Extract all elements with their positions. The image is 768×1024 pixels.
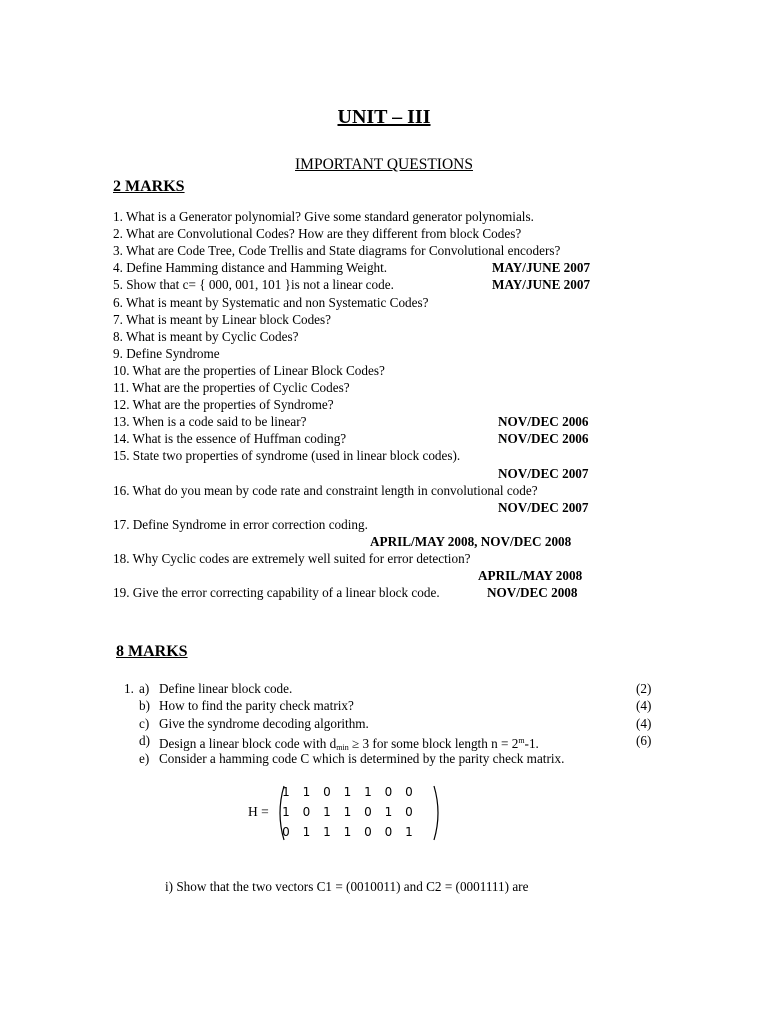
part-marks: (2) [636, 681, 652, 696]
question-text: 12. What are the properties of Syndrome? [113, 397, 334, 413]
matrix-cell: 0 [405, 805, 413, 819]
part-marks: (4) [636, 698, 652, 714]
matrix-cell: 1 [323, 825, 331, 839]
matrix-cell: 1 [343, 805, 352, 819]
matrix-cell: 0 [364, 825, 372, 839]
part-marks: (4) [636, 715, 652, 731]
matrix-cell: 1 [364, 785, 372, 799]
matrix-cell: 0 [323, 785, 331, 799]
exam-session-tag: APRIL/MAY 2008 [478, 568, 583, 584]
two-marks-heading: 2 MARKS [113, 178, 185, 195]
part-text: Give the syndrome decoding algorithm. [159, 715, 369, 731]
exam-session-tag: NOV/DEC 2008 [487, 585, 578, 601]
part-text-segment: Design a linear block code with d [159, 736, 337, 752]
exam-session-tag: APRIL/MAY 2008, NOV/DEC 2008 [370, 533, 572, 549]
question-text: 13. When is a code said to be linear? [113, 414, 307, 430]
question-text: 17. Define Syndrome in error correction coding. [113, 516, 368, 532]
question-text: 3. What are Code Tree, Code Trellis and State diagrams for Convolutional encoders? [113, 243, 561, 259]
matrix-cell: 1 [282, 805, 290, 819]
question-text: 18. Why Cyclic codes are extremely well suited for error detection? [113, 551, 471, 566]
exam-session-tag: NOV/DEC 2007 [498, 465, 589, 481]
matrix-cell: 0 [364, 805, 372, 819]
matrix-cell: 1 [302, 785, 311, 799]
part-text: Define linear block code. [159, 681, 293, 696]
question-text: 6. What is meant by Systematic and non Systematic Codes? [113, 294, 429, 310]
part-text-segment: m [518, 736, 525, 746]
matrix-cell: 1 [405, 825, 413, 839]
matrix-cell: 0 [302, 805, 311, 819]
matrix-cell: 0 [384, 785, 393, 799]
part-label: d) [139, 733, 150, 749]
page-title: UNIT – III [337, 106, 431, 128]
matrix-cell: 1 [282, 785, 290, 799]
part-label: a) [139, 681, 150, 696]
question-text: 15. State two properties of syndrome (used in linear block codes). [113, 448, 461, 464]
question-text: 16. What do you mean by code rate and constraint length in convolutional code? [113, 482, 538, 498]
matrix-cell: 1 [302, 825, 311, 839]
question-text: 19. Give the error correcting capability of a linear block code. [113, 585, 440, 601]
part-text-segment: ≥ 3 for some block length n = 2 [348, 736, 519, 752]
question-text: 9. Define Syndrome [113, 345, 220, 361]
question-text: 10. What are the properties of Linear Block Codes? [113, 362, 385, 378]
exam-session-tag: NOV/DEC 2007 [498, 499, 589, 515]
question-text: 11. What are the properties of Cyclic Codes? [113, 380, 350, 395]
question-text: 1. What is a Generator polynomial? Give some standard generator polynomials. [113, 209, 534, 224]
question-text: 8. What is meant by Cyclic Codes? [113, 328, 299, 344]
matrix-cell: 1 [343, 785, 352, 799]
question-text: 2. What are Convolutional Codes? How are they different from block Codes? [113, 226, 522, 242]
question-text: 7. What is meant by Linear block Codes? [113, 311, 332, 327]
matrix-cell: 0 [405, 785, 413, 799]
exam-session-tag: MAY/JUNE 2007 [492, 277, 591, 293]
matrix-label: H = [248, 804, 269, 819]
part-marks: (6) [636, 733, 652, 749]
part-label: e) [139, 750, 150, 766]
question-text: 5. Show that c= { 000, 001, 101 }is not a linear code. [113, 277, 394, 293]
part-text-segment: -1. [524, 736, 539, 752]
question-text: 4. Define Hamming distance and Hamming Weight. [113, 260, 388, 276]
exam-session-tag: MAY/JUNE 2007 [492, 260, 591, 276]
exam-session-tag: NOV/DEC 2006 [498, 431, 589, 447]
part-text-segment: min [336, 743, 349, 753]
matrix-cell: 1 [384, 805, 393, 819]
question-number: 1. [124, 681, 134, 696]
matrix-cell: 1 [343, 825, 352, 839]
page-subtitle: IMPORTANT QUESTIONS [295, 156, 473, 173]
exam-session-tag: NOV/DEC 2006 [498, 414, 589, 430]
question-text: 14. What is the essence of Huffman coding? [113, 431, 347, 447]
sub-question: i) Show that the two vectors C1 = (0010011) and C2 = (0001111) are [165, 879, 529, 894]
eight-marks-heading: 8 MARKS [116, 643, 188, 660]
matrix-cell: 0 [282, 825, 290, 839]
part-label: c) [139, 715, 150, 731]
matrix-cell: 1 [323, 805, 331, 819]
matrix-cell: 0 [384, 825, 393, 839]
part-label: b) [139, 698, 150, 714]
part-text: Consider a hamming code C which is determined by the parity check matrix. [159, 750, 565, 766]
part-text: How to find the parity check matrix? [159, 698, 354, 714]
